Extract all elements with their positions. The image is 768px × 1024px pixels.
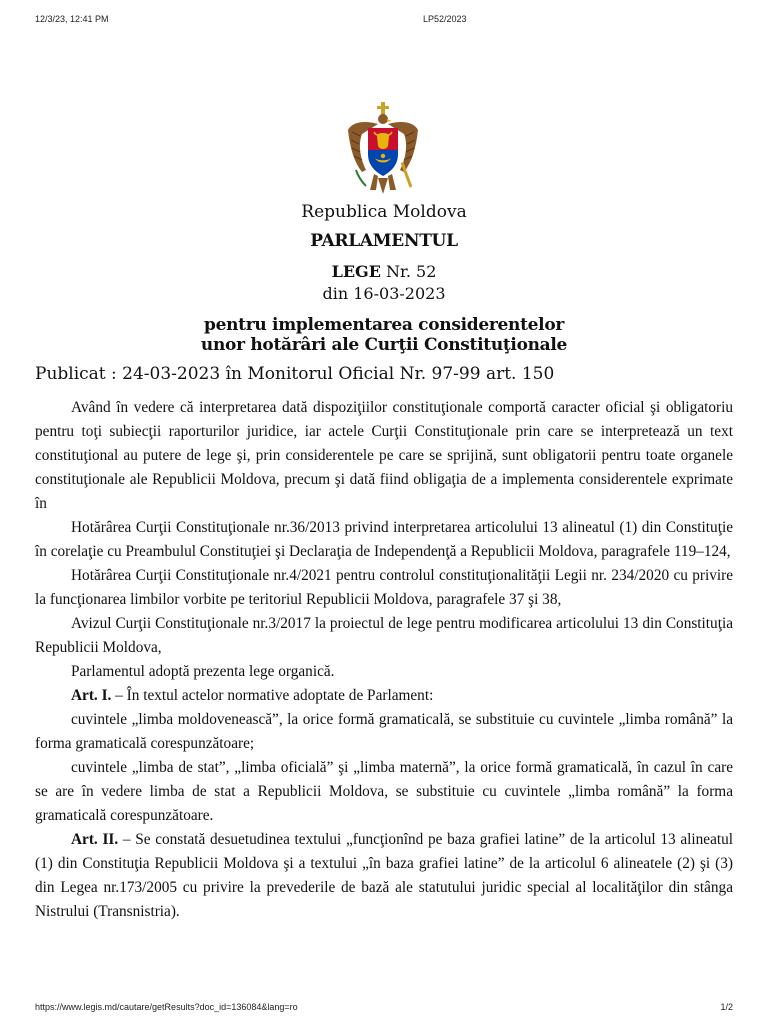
- print-timestamp: 12/3/23, 12:41 PM: [35, 14, 109, 24]
- article-2: [35, 828, 733, 924]
- law-title-line-1: pentru implementarea considerentelor: [203, 315, 565, 335]
- law-number: [0, 262, 768, 281]
- coat-of-arms-icon: [344, 100, 422, 198]
- article-1-text: – În textul actelor normative adoptate de Parlament:: [111, 687, 434, 704]
- law-number-value: Nr. 52: [385, 262, 437, 281]
- law-title-line-2: unor hotărâri ale Curţii Constituţionale: [200, 335, 568, 355]
- article-1: [35, 684, 733, 708]
- paragraph-art1-item1: cuvintele „limba moldovenească”, la orice formă gramaticală, se substituie cu cuvintele „limba română” la forma gramaticală corespunzătoare;: [35, 711, 733, 752]
- law-body: [35, 396, 733, 924]
- paragraph-decision-36: Hotărârea Curţii Constituţionale nr.36/2013 privind interpretarea articolului 13 alineatul (1) din Constituţie în corelaţie cu Preambulul Constituţiei şi Declaraţia de Independenţă a Republicii Moldova, paragrafele 119–124,: [35, 519, 733, 560]
- paragraph-decision-4: Hotărârea Curţii Constituţionale nr.4/2021 pentru controlul constituţionalităţii Legii nr. 234/2020 cu privire la funcţionarea limbilor vorbite pe teritoriul Republicii Moldova, paragrafele 37 şi 38,: [35, 567, 733, 608]
- law-type: LEGE: [331, 262, 381, 281]
- country-name: Republica Moldova: [301, 202, 467, 222]
- law-date: din 16-03-2023: [322, 284, 446, 303]
- document-code: LP52/2023: [423, 14, 467, 24]
- source-url: https://www.legis.md/cautare/getResults?doc_id=136084&lang=ro: [35, 1002, 298, 1012]
- publication-info: Publicat : 24-03-2023 în Monitorul Oficial Nr. 97-99 art. 150: [35, 364, 555, 384]
- article-1-label: Art. I.: [71, 687, 112, 704]
- law-title: [0, 315, 768, 355]
- page-number: 1/2: [720, 1002, 733, 1012]
- article-2-text: – Se constată desuetudinea textului „funcţionînd pe baza grafiei latine” de la articolul 13 alineatul (1) din Constituţia Republicii Moldova şi a textului „în baza grafiei latine” de la articolul 6 alineatele (2) şi (3) din Legea nr.173/2005 cu privire la prevederile de bază ale statutului juridic special al localităţilor din stânga Nistrului (Transnistria).: [35, 831, 734, 920]
- paragraph-opinion-3: Avizul Curţii Constituţionale nr.3/2017 la proiectul de lege pentru modificarea articolului 13 din Constituţia Republicii Moldova,: [35, 615, 733, 656]
- article-2-label: Art. II.: [71, 831, 119, 848]
- paragraph-art1-item2: cuvintele „limba de stat”, „limba oficială” şi „limba maternă”, la orice formă gramaticală, în cazul în care se are în vedere limba de stat a Republicii Moldova, se substituie cu cuvintele „limba română” la forma gramaticală corespunzătoare.: [35, 759, 733, 824]
- institution-name: PARLAMENTUL: [310, 231, 458, 251]
- paragraph-adoption: Parlamentul adoptă prezenta lege organică.: [71, 663, 335, 680]
- paragraph-preamble: Având în vedere că interpretarea dată dispoziţiilor constituţionale comportă caracter oficial şi obligatoriu pentru toţi subiecţii raporturilor juridice, iar actele Curţii Constituţionale prin care se interpretează un text constituţional au putere de lege şi, prin considerentele pe care se sprijină, sunt obligatorii pentru toate organele constituţionale ale Republicii Moldova, precum şi dată fiind obligaţia de a implementa considerentele exprimate în: [35, 399, 733, 512]
